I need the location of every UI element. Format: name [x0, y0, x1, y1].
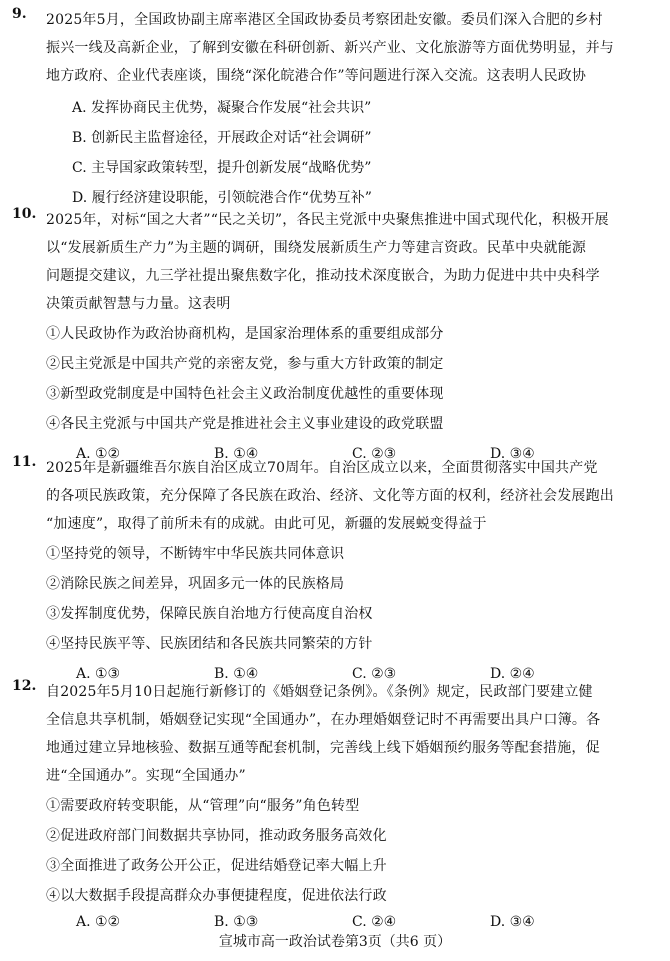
question-stem-line: 以“发展新质生产力”为主题的调研，围绕发展新质生产力等建言资政。民革中央就能源 [46, 240, 587, 256]
question-stem-line: “加速度”，取得了前所未有的成就。由此可见，新疆的发展蜕变得益于 [46, 516, 487, 532]
statement-2: ②促进政府部门间数据共享协同，推动政务服务高效化 [46, 828, 387, 844]
question-stem-line: 2025年5月，全国政协副主席率港区全国政协委员考察团赴安徽。委员们深入合肥的乡村 [46, 12, 603, 28]
statement-4: ④坚持民族平等、民族团结和各民族共同繁荣的方针 [46, 636, 373, 652]
statement-3: ③新型政党制度是中国特色社会主义政治制度优越性的重要体现 [46, 386, 444, 402]
answer-choice-d: D. ③④ [490, 446, 535, 462]
statement-1: ①人民政协作为政治协商机构，是国家治理体系的重要组成部分 [46, 326, 444, 342]
question-stem-line: 的各项民族政策，充分保障了各民族在政治、经济、文化等方面的权利，经济社会发展跑出 [46, 488, 614, 504]
question-number: 12. [12, 678, 37, 694]
statement-1: ①需要政府转变职能，从“管理”向“服务”角色转型 [46, 798, 360, 814]
answer-choice-c: C. ②④ [352, 914, 397, 930]
answer-choice-c: C. ②③ [352, 446, 397, 462]
answer-choice-d: D. ③④ [490, 914, 535, 930]
answer-choice-b: B. ①③ [214, 914, 259, 930]
answer-choice-a: A. ①③ [76, 666, 121, 682]
statement-3: ③全面推进了政务公开公正，促进结婚登记率大幅上升 [46, 858, 387, 874]
answer-choice-d: D. ②④ [490, 666, 535, 682]
question-stem-line: 全信息共享机制，婚姻登记实现“全国通办”，在办理婚姻登记时不再需要出具户口簿。各 [46, 712, 601, 728]
question-stem-line: 自2025年5月10日起施行新修订的《婚姻登记条例》。《条例》规定，民政部门要建立健 [46, 684, 593, 700]
answer-option-a: A. 发挥协商民主优势，凝聚合作发展“社会共识” [72, 100, 372, 116]
question-stem-line: 地通过建立异地核验、数据互通等配套机制，完善线上线下婚姻预约服务等配套措施，促 [46, 740, 600, 756]
question-stem-line: 2025年是新疆维吾尔族自治区成立70周年。自治区成立以来，全面贯彻落实中国共产党 [46, 460, 598, 476]
question-number: 11. [12, 454, 37, 470]
statement-2: ②消除民族之间差异，巩固多元一体的民族格局 [46, 576, 345, 592]
question-number: 9. [12, 6, 27, 22]
answer-option-d: D. 履行经济建设职能，引领皖港合作“优势互补” [72, 190, 372, 206]
statement-2: ②民主党派是中国共产党的亲密友党，参与重大方针政策的制定 [46, 356, 444, 372]
question-stem-line: 地方政府、企业代表座谈，围绕“深化皖港合作”等问题进行深入交流。这表明人民政协 [46, 68, 587, 84]
answer-option-c: C. 主导国家政策转型，提升创新发展“战略优势” [72, 160, 372, 176]
answer-option-b: B. 创新民主监督途径，开展政企对话“社会调研” [72, 130, 372, 146]
statement-3: ③发挥制度优势，保障民族自治地方行使高度自治权 [46, 606, 373, 622]
statement-4: ④各民主党派与中国共产党是推进社会主义事业建设的政党联盟 [46, 416, 444, 432]
question-stem-line: 振兴一线及高新企业，了解到安徽在科研创新、新兴产业、文化旅游等方面优势明显，并与 [46, 40, 614, 56]
question-stem-line: 决策贡献智慧与力量。这表明 [46, 296, 231, 312]
question-stem-line: 2025年，对标“国之大者”“民之关切”，各民主党派中央聚焦推进中国式现代化，积极开展 [46, 212, 609, 228]
statement-4: ④以大数据手段提高群众办事便捷程度，促进依法行政 [46, 888, 387, 904]
question-number: 10. [12, 206, 37, 222]
answer-choice-b: B. ①④ [214, 666, 259, 682]
page-footer: 宣城市高一政治试卷第3页（共6 页） [218, 934, 452, 950]
answer-choice-a: A. ①② [76, 446, 121, 462]
statement-1: ①坚持党的领导，不断铸牢中华民族共同体意识 [46, 546, 345, 562]
question-stem-line: 进“全国通办”。实现“全国通办” [46, 768, 246, 784]
question-stem-line: 问题提交建议，九三学社提出聚焦数字化，推动技术深度嵌合，为助力促进中共中央科学 [46, 268, 600, 284]
answer-choice-b: B. ①④ [214, 446, 259, 462]
answer-choice-c: C. ②③ [352, 666, 397, 682]
answer-choice-a: A. ①② [76, 914, 121, 930]
